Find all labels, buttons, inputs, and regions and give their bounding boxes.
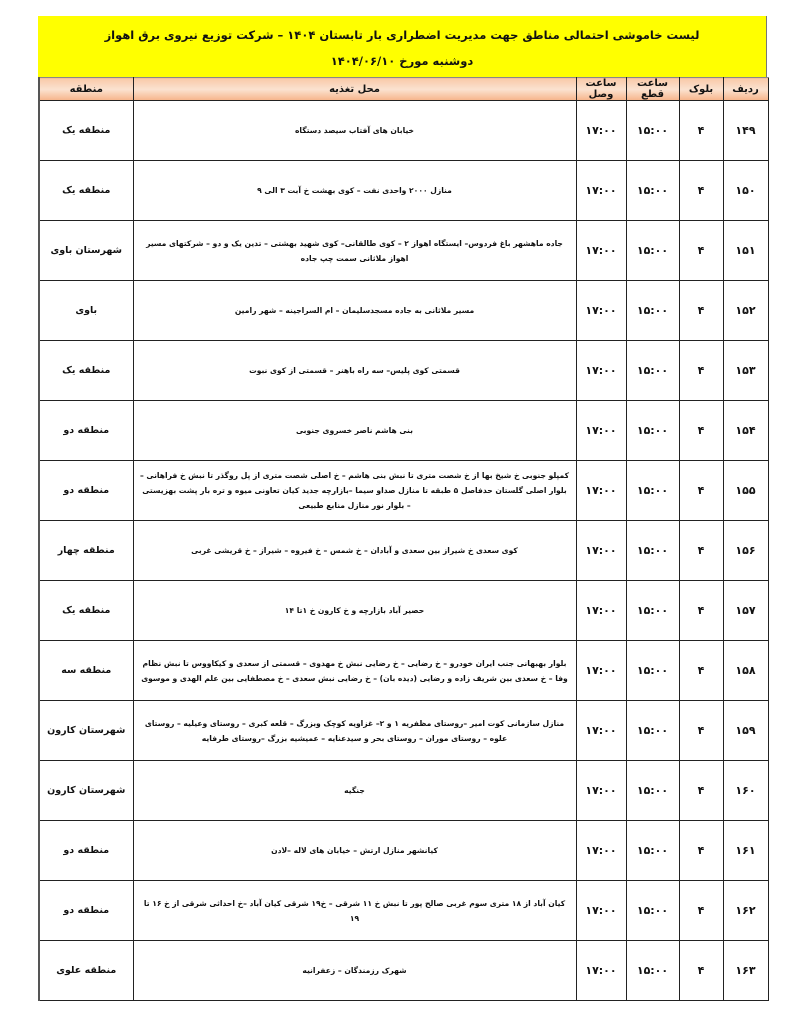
table-row: [39, 761, 768, 821]
cell-cut-time: ۱۵:۰۰: [626, 581, 679, 641]
cell-block: ۴: [679, 701, 723, 761]
cell-region: منطقه دو: [39, 461, 133, 521]
cell-row-number: ۱۴۹: [723, 101, 768, 161]
cell-row-number: ۱۵۸: [723, 641, 768, 701]
cell-row-number: ۱۵۹: [723, 701, 768, 761]
cell-feed-location: منازل ۲۰۰۰ واحدی نفت – کوی بهشت خ آبت ۳ الی ۹: [133, 161, 576, 221]
cell-feed-location: کیان آباد از ۱۸ متری سوم غربی صالح پور تا نبش خ ۱۱ شرقی – خ۱۹ شرقی کیان آباد –خ احداثی شرقی از خ ۱۶ تا ۱۹: [133, 881, 576, 941]
cell-region: منطقه دو: [39, 821, 133, 881]
cell-cut-time: ۱۵:۰۰: [626, 941, 679, 1001]
cell-region: شهرستان کارون: [39, 701, 133, 761]
cell-feed-location: قسمتی کوی پلیس– سه راه باهنر – قسمتی از کوی نبوت: [133, 341, 576, 401]
cell-block: ۴: [679, 281, 723, 341]
cell-cut-time: ۱۵:۰۰: [626, 401, 679, 461]
cell-region: منطقه یک: [39, 161, 133, 221]
cell-connect-time: ۱۷:۰۰: [576, 821, 626, 881]
table-row: [39, 401, 768, 461]
cell-region: منطقه علوی: [39, 941, 133, 1001]
header-block: بلوک: [679, 78, 723, 101]
cell-block: ۴: [679, 461, 723, 521]
cell-feed-location: خیابان های آفتاب سیصد دستگاه: [133, 101, 576, 161]
header-feed-location: محل تغذیه: [133, 78, 576, 101]
cell-connect-time: ۱۷:۰۰: [576, 401, 626, 461]
cell-block: ۴: [679, 101, 723, 161]
cell-row-number: ۱۵۷: [723, 581, 768, 641]
cell-connect-time: ۱۷:۰۰: [576, 161, 626, 221]
cell-row-number: ۱۵۳: [723, 341, 768, 401]
cell-region: منطقه دو: [39, 401, 133, 461]
cell-block: ۴: [679, 761, 723, 821]
cell-row-number: ۱۶۰: [723, 761, 768, 821]
cell-feed-location: شهرک رزمندگان – زعفرانیه: [133, 941, 576, 1001]
cell-cut-time: ۱۵:۰۰: [626, 821, 679, 881]
cell-cut-time: ۱۵:۰۰: [626, 461, 679, 521]
cell-connect-time: ۱۷:۰۰: [576, 281, 626, 341]
cell-block: ۴: [679, 941, 723, 1001]
cell-feed-location: بلوار بهبهانی جنب ایران خودرو – خ رضایی – خ رضایی نبش خ مهدوی – قسمتی از سعدی و کیکاووس تا نبش نظام وفا – خ سعدی بین شریف زاده و رضایی (دیده بان) – خ رضایی نبش سعدی – خ مصطفایی بین علم الهدی و موسوی: [133, 641, 576, 701]
cell-connect-time: ۱۷:۰۰: [576, 341, 626, 401]
cell-row-number: ۱۵۰: [723, 161, 768, 221]
cell-row-number: ۱۶۱: [723, 821, 768, 881]
cell-block: ۴: [679, 221, 723, 281]
cell-block: ۴: [679, 881, 723, 941]
title-banner: [38, 16, 767, 77]
date-line: دوشنبه مورخ ۱۴۰۴/۰۶/۱۰: [330, 53, 474, 68]
cell-row-number: ۱۵۱: [723, 221, 768, 281]
cell-feed-location: حصیر آباد بازارچه و خ کارون خ ۱تا ۱۴: [133, 581, 576, 641]
outage-schedule-sheet: [38, 16, 767, 1001]
cell-connect-time: ۱۷:۰۰: [576, 701, 626, 761]
cell-block: ۴: [679, 341, 723, 401]
table-row: [39, 341, 768, 401]
cell-region: منطقه یک: [39, 581, 133, 641]
cell-feed-location: کمپلو جنوبی خ شیخ بها از خ شصت متری تا نبش بنی هاشم – خ اصلی شصت متری از پل روگذر تا نبش خ فراهانی – بلوار اصلی گلستان حدفاصل ۵ طبقه تا منازل صداو سیما –بازارچه جدید کیان تعاونی میوه و تره بار پشت بهزیستی – بلوار نور منازل منابع طبیعی: [133, 461, 576, 521]
header-row-number: ردیف: [723, 78, 768, 101]
header-connect-time: ساعت وصل: [576, 78, 626, 101]
cell-feed-location: مسیر ملاثانی به جاده مسجدسلیمان – ام السراجینه – شهر رامین: [133, 281, 576, 341]
cell-row-number: ۱۵۶: [723, 521, 768, 581]
header-cut-time: ساعت قطع: [626, 78, 679, 101]
table-row: [39, 701, 768, 761]
cell-feed-location: منازل سازمانی کوت امیر –روستای مظفریه ۱ و ۲– غزاویه کوچک وبزرگ – قلعه کبری – روستای وعیلیه – روستای علوه – روستای موران – روستای بحر و سیدعنایه – عمیشیه بزرگ –روستای طرفایه: [133, 701, 576, 761]
cell-region: منطقه یک: [39, 101, 133, 161]
cell-connect-time: ۱۷:۰۰: [576, 761, 626, 821]
table-row: [39, 821, 768, 881]
table-row: [39, 281, 768, 341]
table-row: [39, 641, 768, 701]
cell-feed-location: بنی هاشم ناصر خسروی جنوبی: [133, 401, 576, 461]
cell-row-number: ۱۶۳: [723, 941, 768, 1001]
cell-feed-location: جاده ماهشهر باغ فردوس– ایستگاه اهواز ۲ – کوی طالقانی– کوی شهید بهشتی – تدین یک و دو – شرکتهای مسیر اهواز ملاثانی سمت چپ جاده: [133, 221, 576, 281]
cell-region: باوی: [39, 281, 133, 341]
cell-block: ۴: [679, 521, 723, 581]
cell-cut-time: ۱۵:۰۰: [626, 221, 679, 281]
cell-feed-location: کیانشهر منازل ارتش – خیابان های لاله –لادن: [133, 821, 576, 881]
cell-block: ۴: [679, 161, 723, 221]
cell-block: ۴: [679, 821, 723, 881]
table-row: [39, 521, 768, 581]
cell-row-number: ۱۶۲: [723, 881, 768, 941]
cell-cut-time: ۱۵:۰۰: [626, 161, 679, 221]
table-row: [39, 221, 768, 281]
cell-region: شهرستان باوی: [39, 221, 133, 281]
table-row: [39, 581, 768, 641]
cell-cut-time: ۱۵:۰۰: [626, 881, 679, 941]
outage-table: [38, 77, 769, 1001]
cell-region: منطقه سه: [39, 641, 133, 701]
table-row: [39, 461, 768, 521]
table-row: [39, 881, 768, 941]
cell-connect-time: ۱۷:۰۰: [576, 581, 626, 641]
table-header-row: [39, 78, 768, 101]
cell-region: منطقه دو: [39, 881, 133, 941]
table-row: [39, 101, 768, 161]
table-row: [39, 941, 768, 1001]
cell-region: منطقه یک: [39, 341, 133, 401]
page-title: لیست خاموشی احتمالی مناطق جهت مدیریت اضطراری بار تابستان ۱۴۰۴ – شرکت توزیع نیروی برق اهواز: [104, 27, 700, 42]
cell-cut-time: ۱۵:۰۰: [626, 761, 679, 821]
cell-feed-location: کوی سعدی خ شیراز بین سعدی و آبادان – خ شمس – خ فیروه – شیراز – خ قریشی غربی: [133, 521, 576, 581]
cell-row-number: ۱۵۴: [723, 401, 768, 461]
cell-connect-time: ۱۷:۰۰: [576, 101, 626, 161]
cell-block: ۴: [679, 401, 723, 461]
cell-cut-time: ۱۵:۰۰: [626, 641, 679, 701]
cell-connect-time: ۱۷:۰۰: [576, 881, 626, 941]
cell-row-number: ۱۵۵: [723, 461, 768, 521]
cell-connect-time: ۱۷:۰۰: [576, 461, 626, 521]
cell-connect-time: ۱۷:۰۰: [576, 941, 626, 1001]
cell-connect-time: ۱۷:۰۰: [576, 641, 626, 701]
cell-cut-time: ۱۵:۰۰: [626, 521, 679, 581]
cell-cut-time: ۱۵:۰۰: [626, 341, 679, 401]
table-body: [39, 101, 768, 1001]
cell-cut-time: ۱۵:۰۰: [626, 281, 679, 341]
cell-cut-time: ۱۵:۰۰: [626, 701, 679, 761]
cell-block: ۴: [679, 581, 723, 641]
cell-connect-time: ۱۷:۰۰: [576, 221, 626, 281]
cell-connect-time: ۱۷:۰۰: [576, 521, 626, 581]
cell-row-number: ۱۵۲: [723, 281, 768, 341]
cell-region: شهرستان کارون: [39, 761, 133, 821]
table-row: [39, 161, 768, 221]
cell-cut-time: ۱۵:۰۰: [626, 101, 679, 161]
header-region: منطقه: [39, 78, 133, 101]
cell-region: منطقه چهار: [39, 521, 133, 581]
cell-block: ۴: [679, 641, 723, 701]
cell-feed-location: جنگیه: [133, 761, 576, 821]
